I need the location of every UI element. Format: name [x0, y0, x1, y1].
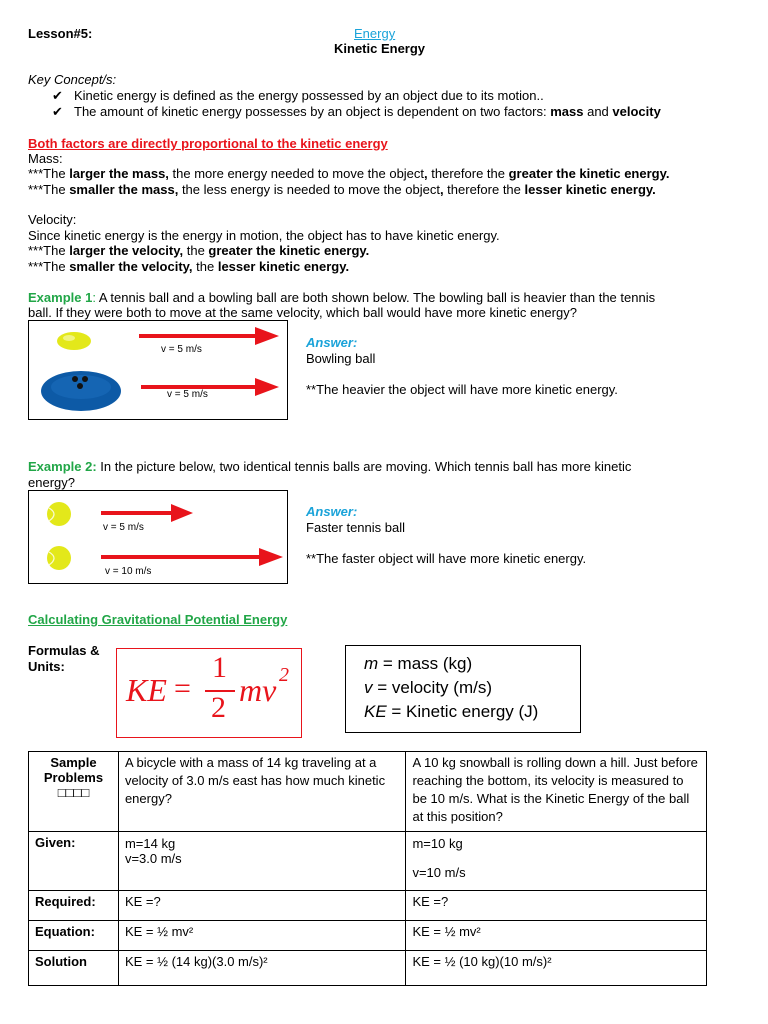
example-1-line-1: Example 1: A tennis ball and a bowling ball are both shown below. The bowling ball is heavier than the tennis [28, 290, 656, 305]
solution-label: Solution [29, 951, 119, 986]
calc-heading: Calculating Gravitational Potential Energy [28, 612, 288, 627]
topic-link[interactable]: Energy [354, 26, 396, 41]
solution-2: KE = ½ (10 kg)(10 m/s)² [406, 951, 707, 986]
page-title: Kinetic Energy [334, 41, 426, 56]
table-row [29, 752, 707, 832]
answer-2-label: Answer: [306, 504, 358, 519]
formula-denominator: 2 [211, 691, 226, 724]
arrowhead-icon [255, 327, 279, 345]
formulas-label: Formulas & [28, 643, 100, 658]
answer-1: Bowling ball [306, 351, 376, 366]
answer-2: Faster tennis ball [306, 520, 405, 535]
formula-equals: = [174, 672, 191, 705]
table-row [29, 951, 707, 986]
lesson-number: Lesson#5: [28, 26, 93, 41]
unit-mass: m = mass (kg) [364, 654, 473, 673]
arrowhead-icon [171, 504, 193, 522]
velocity-line-1: ***The larger the velocity, the greater the kinetic energy. [28, 243, 370, 258]
velocity-line-0: Since kinetic energy is the energy in motion, the object has to have kinetic energy. [28, 228, 500, 243]
required-1: KE =? [118, 891, 406, 921]
check-icon: ✔ [52, 104, 63, 119]
table-row [29, 921, 707, 951]
example-2-line-1: Example 2: In the picture below, two identical tennis balls are moving. Which tennis ball has more kinetic [28, 459, 632, 474]
given-1: m=14 kg v=3.0 m/s [118, 832, 406, 891]
unit-velocity: v = velocity (m/s) [364, 678, 492, 697]
check-icon: ✔ [52, 88, 63, 103]
answer-2-note: **The faster object will have more kinetic energy. [306, 551, 587, 566]
table-row [29, 891, 707, 921]
velocity-label: Velocity: [28, 212, 77, 227]
answer-1-label: Answer: [306, 335, 358, 350]
velocity-line-2: ***The smaller the velocity, the lesser kinetic energy. [28, 259, 350, 274]
factors-heading: Both factors are directly proportional to the kinetic energy [28, 136, 388, 151]
units-box [345, 645, 581, 733]
table-row [29, 832, 707, 891]
example-1-figure [28, 320, 288, 420]
units-label: Units: [28, 659, 65, 674]
tennis-ball-icon [47, 502, 71, 526]
unit-ke: KE = Kinetic energy (J) [364, 702, 539, 721]
sample-problems-header: Sample Problems □□□□ [29, 752, 119, 832]
tennis-ball-icon [47, 546, 71, 570]
velocity-label-top: v = 5 m/s [161, 344, 202, 355]
formula-ke: KE [126, 672, 167, 708]
example-2-line-2: energy? [28, 475, 75, 490]
example-1-line-2: ball. If they were both to move at the same velocity, which ball would have more kinetic energy? [28, 305, 577, 320]
formula-numerator: 1 [212, 651, 227, 684]
ke-formula [116, 648, 302, 738]
mass-line-2: ***The smaller the mass, the less energy is needed to move the object, therefore the lesser kinetic energy. [28, 182, 656, 197]
example-2-figure [28, 490, 288, 584]
equation-label: Equation: [29, 921, 119, 951]
arrowhead-icon [259, 548, 283, 566]
problem-2: A 10 kg snowball is rolling down a hill. Just before reaching the bottom, its velocity is measured to be 10 m/s. What is the Kinetic Energy of the ball at this position? [406, 752, 707, 832]
given-2: m=10 kg v=10 m/s [406, 832, 707, 891]
answer-1-note: **The heavier the object will have more kinetic energy. [306, 382, 618, 397]
mass-label: Mass: [28, 151, 63, 166]
key-concept-2: The amount of kinetic energy possesses by an object is dependent on two factors: mass and velocity [74, 104, 661, 119]
tennis-ball-icon [57, 332, 91, 350]
equation-1: KE = ½ mv² [118, 921, 406, 951]
key-concept-1: Kinetic energy is defined as the energy possessed by an object due to its motion.. [74, 88, 544, 103]
required-2: KE =? [406, 891, 707, 921]
given-label: Given: [29, 832, 119, 891]
arrowhead-icon [255, 378, 279, 396]
equation-2: KE = ½ mv² [406, 921, 707, 951]
formula-mv: mv [239, 672, 277, 708]
key-concepts-heading: Key Concept/s: [28, 72, 117, 87]
velocity-label-bottom: v = 5 m/s [167, 389, 208, 400]
required-label: Required: [29, 891, 119, 921]
mass-line-1: ***The larger the mass, the more energy needed to move the object, therefore the greater the kinetic energy. [28, 166, 670, 181]
sample-problems-table [28, 751, 707, 986]
solution-1: KE = ½ (14 kg)(3.0 m/s)² [118, 951, 406, 986]
velocity-label-bottom: v = 10 m/s [105, 566, 152, 577]
velocity-label-top: v = 5 m/s [103, 522, 144, 533]
formula-exponent: 2 [279, 664, 289, 686]
problem-1: A bicycle with a mass of 14 kg traveling at a velocity of 3.0 m/s east has how much kinetic energy? [118, 752, 406, 832]
